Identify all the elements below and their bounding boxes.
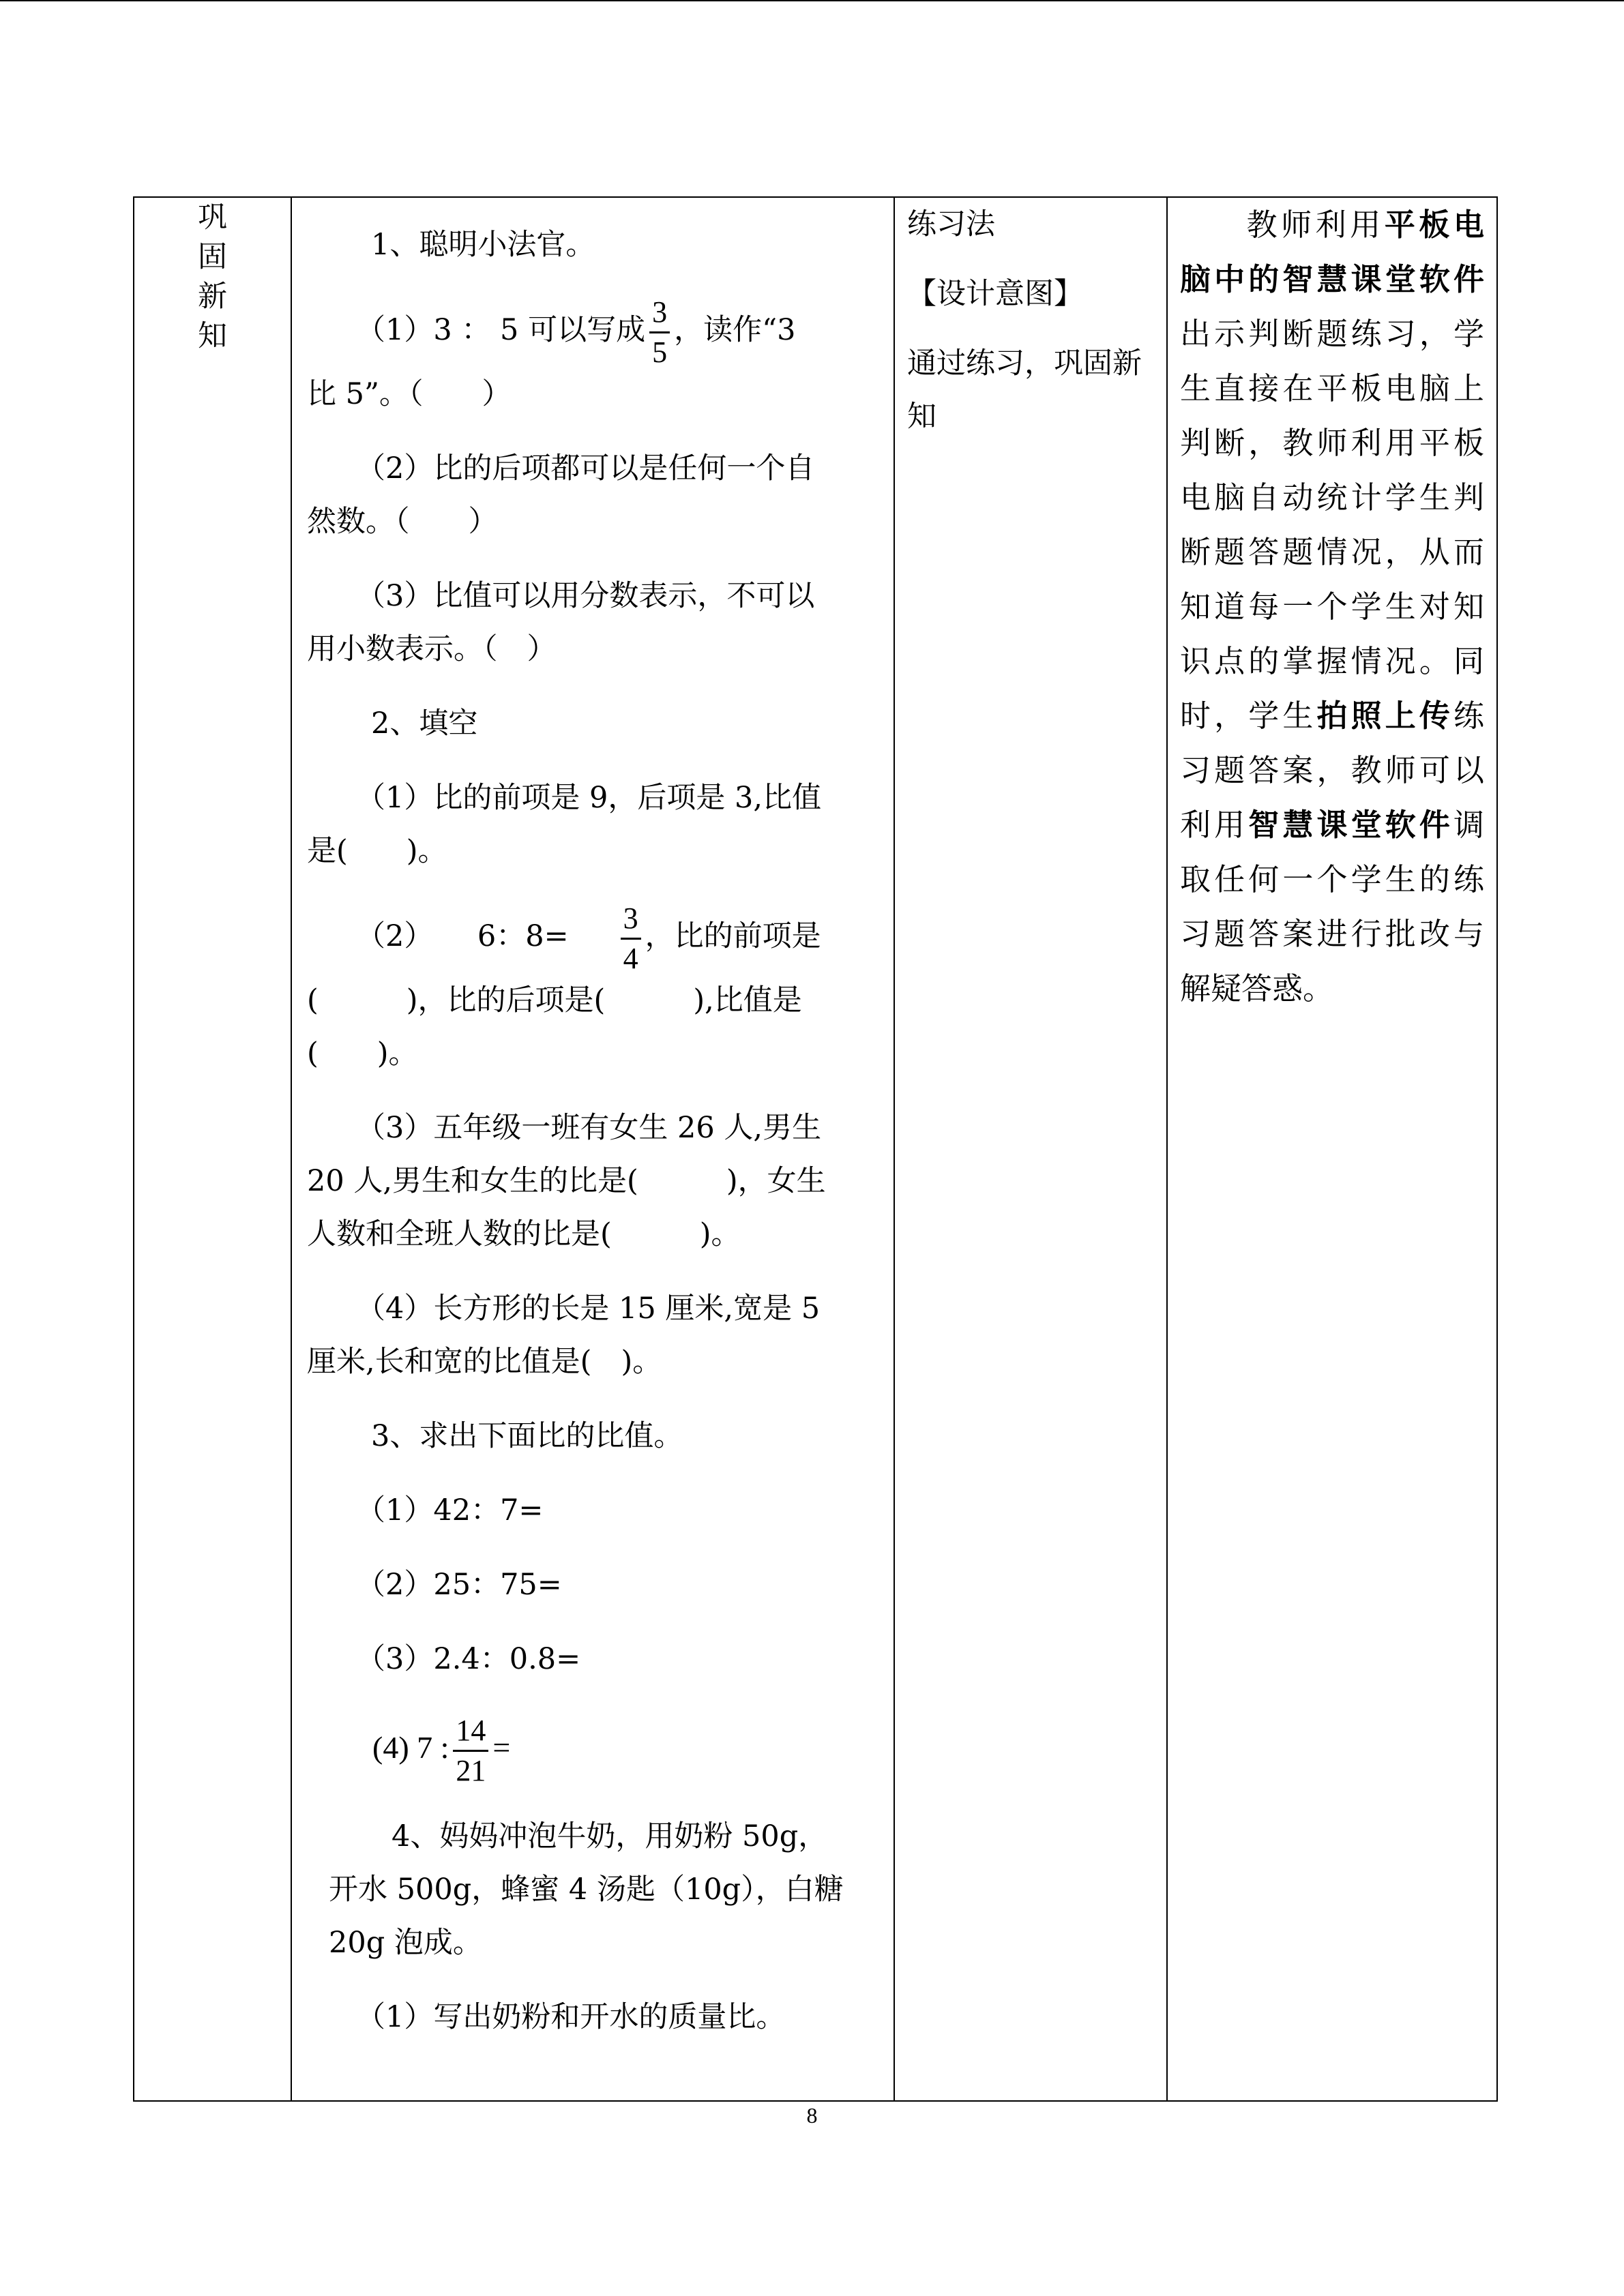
q1-item1-suffix: ，读作“3 [674, 313, 796, 347]
q3-item4-suffix: = [492, 1730, 511, 1765]
design-intent-heading: 【设计意图】 [907, 277, 1083, 311]
section-label: 巩固新知 [198, 200, 227, 353]
tech-note-text-1: 教师利用 [1243, 207, 1385, 243]
tech-note-bold-3: 智慧课堂软件 [1248, 807, 1453, 843]
q1-item2-line1: （2）比的后项都可以是任何一个自 [356, 451, 815, 486]
q3-item4-prefix: (4) 7 : [372, 1730, 449, 1765]
method-content [895, 198, 1166, 443]
q2-item3-line3: 人数和全班人数的比是( )。 [307, 1217, 741, 1251]
q2-item3-line2: 20 人,男生和女生的比是( )，女生 [307, 1164, 826, 1198]
q2-item2-line2: ( )，比的后项是( ),比值是 [307, 983, 802, 1017]
lesson-plan-table [133, 196, 1498, 2102]
q2-item4-line2: 厘米,长和宽的比值是( )。 [307, 1345, 662, 1379]
q2-item1-line1: （1）比的前项是 9，后项是 3,比值 [356, 781, 822, 815]
q4-line1: 4、妈妈冲泡牛奶，用奶粉 50g， [392, 1819, 828, 1853]
tech-note-text-3: 练习题答案，教师可以利用 [1180, 698, 1484, 843]
page-number: 8 [806, 2103, 818, 2128]
fraction-numerator: 14 [453, 1716, 488, 1752]
q3-item2: （2）25：75= [356, 1568, 562, 1602]
tech-note [1168, 198, 1496, 1016]
page-top-rule [0, 0, 1624, 1]
design-intent-text: 通过练习，巩固新知 [907, 346, 1142, 434]
q1-item3-line2: 用小数表示。（ ） [307, 632, 557, 666]
tech-note-text-2: 出示判断题练习，学生直接在平板电脑上判断，教师利用平板电脑自动统计学生判断题答题情况，从而知道每一个学生对知识点的掌握情况。同时，学生 [1180, 316, 1484, 734]
q1-title: 1、聪明小法官。 [371, 228, 595, 262]
q1-item1-prefix: （1）3 ： 5 可以写成 [356, 313, 646, 347]
q4-line3: 20g 泡成。 [329, 1926, 482, 1960]
tech-note-bold-1: 平板电脑中的智慧课堂软件 [1180, 207, 1484, 297]
q3-title: 3、求出下面比的比值。 [371, 1419, 683, 1453]
q3-item4 [307, 1707, 879, 1789]
q3-item1: （1）42：7= [356, 1493, 544, 1527]
fraction-numerator: 3 [621, 904, 641, 940]
section-cell [134, 197, 291, 2101]
q1-item2 [307, 442, 879, 548]
q2-item2-line3: ( )。 [307, 1037, 418, 1071]
q2-item2-prefix: （2） 6：8= [356, 919, 569, 953]
tech-note-bold-2: 拍照上传 [1316, 698, 1453, 734]
q1-item1 [307, 293, 879, 421]
q2-item2-fraction [621, 901, 641, 975]
method-cell [894, 197, 1167, 2101]
fraction-denominator: 21 [456, 1753, 486, 1787]
q1-item3-line1: （3）比值可以用分数表示，不可以 [356, 579, 815, 613]
q1-item1-fraction [649, 297, 670, 368]
q3-item3: （3）2.4：0.8= [356, 1642, 581, 1676]
fraction-denominator: 4 [623, 941, 638, 975]
exercise-cell [291, 197, 894, 2101]
fraction-numerator: 3 [649, 297, 670, 333]
q2-item4 [307, 1282, 879, 1388]
q2-item2 [307, 899, 879, 1080]
q4-item1: （1）写出奶粉和开水的质量比。 [356, 2000, 786, 2034]
q2-item2-suffix: ，比的前项是 [645, 919, 821, 953]
tech-note-text-4: 调取任何一个学生的练习题答案进行批改与解疑答惑。 [1180, 807, 1484, 1007]
q2-item1-line2: 是( )。 [307, 834, 447, 868]
q2-item3 [307, 1101, 879, 1261]
q4-problem [307, 1810, 879, 1969]
q1-item2-line2: 然数。（ ） [307, 505, 498, 539]
q3-item4-fraction [453, 1713, 488, 1787]
table-row [134, 197, 1497, 2101]
fraction-denominator: 5 [652, 335, 668, 369]
q2-item1 [307, 771, 879, 878]
q4-line2: 开水 500g，蜂蜜 4 汤匙（10g），白糖 [329, 1873, 844, 1907]
q2-title: 2、填空 [371, 706, 478, 741]
q1-item3 [307, 569, 879, 676]
method-name: 练习法 [907, 207, 995, 241]
tech-note-cell [1167, 197, 1497, 2101]
q2-item3-line1: （3）五年级一班有女生 26 人,男生 [356, 1111, 822, 1145]
q1-item1-line2: 比 5”。（ ） [307, 377, 512, 411]
q2-item4-line1: （4）长方形的长是 15 厘米,宽是 5 [356, 1292, 821, 1326]
exercise-content [292, 198, 894, 2044]
